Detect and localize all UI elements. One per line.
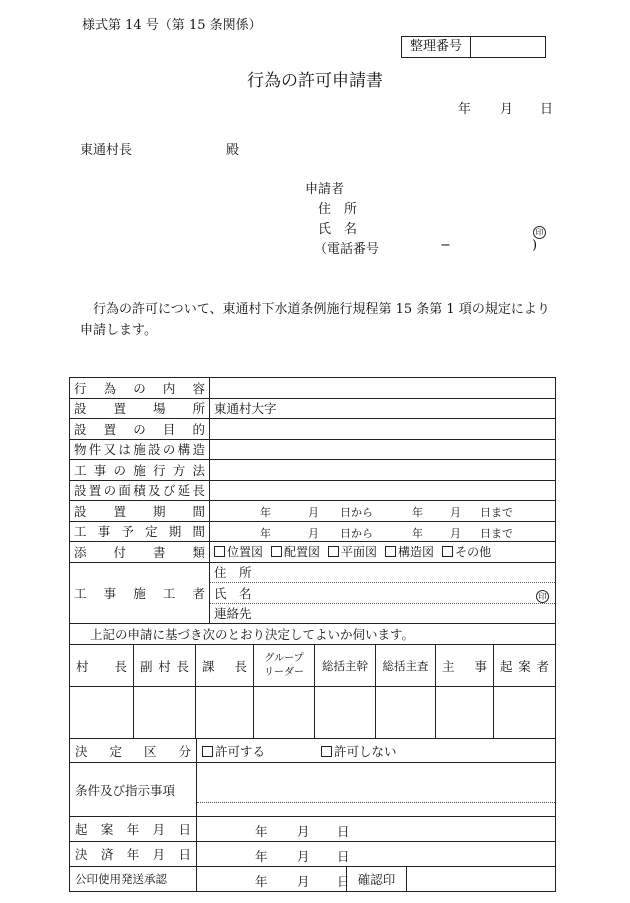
applicant-heading: 申請者 bbox=[305, 182, 345, 197]
attachments-field bbox=[210, 542, 556, 563]
addressee: 東通村長 bbox=[80, 143, 133, 158]
table-row bbox=[70, 521, 556, 542]
row-label: 行為の内容 bbox=[70, 378, 210, 399]
attach-checkbox[interactable]: 平面図 bbox=[328, 545, 377, 559]
date-month: 月 bbox=[500, 102, 514, 117]
approver-table bbox=[69, 644, 556, 739]
approver-title: 課長 bbox=[196, 645, 254, 687]
seal-cell[interactable] bbox=[494, 687, 556, 739]
table-row bbox=[70, 419, 556, 440]
attach-checkbox[interactable]: 構造図 bbox=[385, 545, 434, 559]
table-row bbox=[70, 624, 556, 645]
row-label: 物件又は施設の構造 bbox=[70, 439, 210, 460]
approver-header-row bbox=[70, 645, 556, 687]
decision-table bbox=[69, 738, 556, 892]
table-row bbox=[70, 398, 556, 419]
applicant-name-label: 氏 名 bbox=[318, 222, 358, 237]
seal-cell[interactable] bbox=[254, 687, 315, 739]
seal-cell[interactable] bbox=[376, 687, 436, 739]
attach-checkbox[interactable]: その他 bbox=[442, 545, 491, 559]
table-row bbox=[70, 480, 556, 501]
approver-title: 村長 bbox=[70, 645, 134, 687]
approver-title: 主事 bbox=[436, 645, 494, 687]
table-row bbox=[70, 867, 556, 892]
approver-title: 総括主査 bbox=[376, 645, 436, 687]
approver-title: 起案者 bbox=[494, 645, 556, 687]
contractor-name-field[interactable]: 氏 名 印 bbox=[210, 583, 556, 604]
confirm-seal-label: 確認印 bbox=[347, 867, 407, 892]
deny-checkbox[interactable]: 許可しない bbox=[321, 744, 397, 759]
decision-field bbox=[197, 739, 556, 763]
application-table bbox=[69, 377, 556, 645]
table-row bbox=[70, 817, 556, 842]
location-field[interactable]: 東通村大字 bbox=[210, 398, 556, 419]
approver-title: グループ リーダー bbox=[254, 645, 315, 687]
row-label: 設置の面積及び延長 bbox=[70, 480, 210, 501]
table-row bbox=[70, 501, 556, 522]
settled-date-label: 決済年月日 bbox=[70, 842, 197, 867]
row-label: 添付書類 bbox=[70, 542, 210, 563]
seal-approval-date-field[interactable]: 年 月 日 bbox=[197, 867, 347, 892]
work-period-field[interactable]: 年 月 日から 年 月 日まで bbox=[210, 521, 556, 542]
seal-cell[interactable] bbox=[134, 687, 196, 739]
contractor-contact-field[interactable]: 連絡先 bbox=[210, 603, 556, 624]
seal-cell[interactable] bbox=[436, 687, 494, 739]
ref-number-box bbox=[401, 36, 546, 58]
table-row bbox=[70, 763, 556, 817]
row-label: 工事施工者 bbox=[70, 562, 210, 624]
method-field[interactable] bbox=[210, 460, 556, 481]
contractor-seal-icon: 印 bbox=[536, 587, 549, 603]
date-year: 年 bbox=[458, 102, 472, 117]
table-row bbox=[70, 842, 556, 867]
decision-label: 決定区分 bbox=[70, 739, 197, 763]
attach-checkbox[interactable]: 配置図 bbox=[271, 545, 320, 559]
conditions-label: 条件及び指示事項 bbox=[70, 763, 197, 817]
table-row bbox=[70, 439, 556, 460]
ref-number-label: 整理番号 bbox=[402, 37, 471, 57]
conditions-field[interactable] bbox=[197, 763, 556, 817]
permit-checkbox[interactable]: 許可する bbox=[202, 744, 265, 759]
seal-cell[interactable] bbox=[70, 687, 134, 739]
table-row bbox=[70, 562, 556, 583]
approval-note: 上記の申請に基づき次のとおり決定してよいか伺います。 bbox=[70, 624, 556, 645]
applicant-phone-label: （電話番号 bbox=[314, 242, 380, 257]
purpose-field[interactable] bbox=[210, 419, 556, 440]
act-content-field[interactable] bbox=[210, 378, 556, 399]
approver-title: 副村長 bbox=[134, 645, 196, 687]
contractor-address-field[interactable]: 住 所 bbox=[210, 562, 556, 583]
area-field[interactable] bbox=[210, 480, 556, 501]
table-row bbox=[70, 460, 556, 481]
row-label: 設置の目的 bbox=[70, 419, 210, 440]
attach-checkbox[interactable]: 位置図 bbox=[214, 545, 263, 559]
form-number: 様式第 14 号（第 15 条関係） bbox=[82, 18, 262, 33]
table-row bbox=[70, 739, 556, 763]
approver-title: 総括主幹 bbox=[315, 645, 376, 687]
ref-number-field[interactable] bbox=[471, 37, 545, 57]
phone-dash: − bbox=[440, 238, 451, 253]
applicant-seal-icon: 印 bbox=[533, 220, 546, 239]
body-text-line2: 申請します。 bbox=[80, 323, 157, 338]
drafted-date-field[interactable]: 年 月 日 bbox=[197, 817, 556, 842]
row-label: 工事予定期間 bbox=[70, 521, 210, 542]
settled-date-field[interactable]: 年 月 日 bbox=[197, 842, 556, 867]
row-label: 工事の施行方法 bbox=[70, 460, 210, 481]
phone-close: ) bbox=[532, 238, 538, 253]
table-row bbox=[70, 378, 556, 399]
date-day: 日 bbox=[540, 102, 554, 117]
applicant-address-label: 住 所 bbox=[318, 202, 358, 217]
structure-field[interactable] bbox=[210, 439, 556, 460]
drafted-date-label: 起案年月日 bbox=[70, 817, 197, 842]
period-field[interactable]: 年 月 日から 年 月 日まで bbox=[210, 501, 556, 522]
seal-cell[interactable] bbox=[196, 687, 254, 739]
page-title: 行為の許可申請書 bbox=[247, 71, 383, 91]
body-text-line1: 行為の許可について、東通村下水道条例施行規程第 15 条第 1 項の規定により bbox=[93, 302, 550, 317]
table-row bbox=[70, 542, 556, 563]
honorific: 殿 bbox=[226, 143, 240, 158]
seal-cell[interactable] bbox=[315, 687, 376, 739]
row-label: 設置期間 bbox=[70, 501, 210, 522]
approver-seal-row bbox=[70, 687, 556, 739]
confirm-seal-field[interactable] bbox=[407, 867, 556, 892]
row-label: 設置場所 bbox=[70, 398, 210, 419]
seal-approval-label: 公印使用発送承認 bbox=[70, 867, 197, 892]
